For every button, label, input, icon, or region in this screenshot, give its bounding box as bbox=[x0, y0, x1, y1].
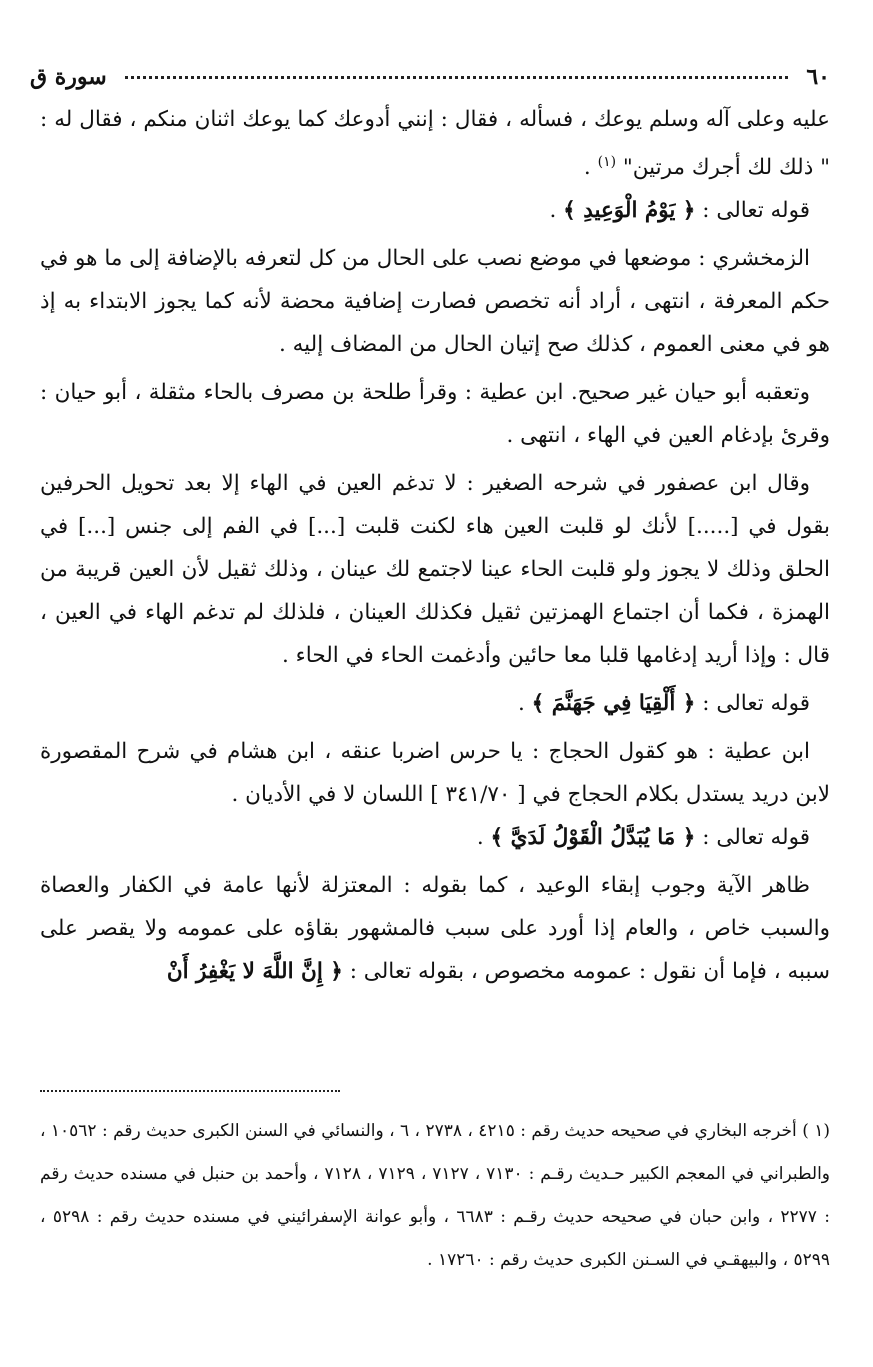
main-text bbox=[40, 98, 830, 993]
paragraph-1 bbox=[40, 98, 830, 189]
verse-end: . bbox=[476, 825, 491, 851]
paragraph-ibn-atiyya: ابن عطية : هو كقول الحجاج : يا حرس اضربا عنقه ، ابن هشام في شرح المقصورة لابن دريد يستدل بكلام الحجاج في [ ٣٤١/٧٠ ] اللسان لا في الأديان . bbox=[40, 739, 830, 808]
verse-end: . bbox=[517, 691, 532, 717]
paragraph-wa-id-text: ظاهر الآية وجوب إبقاء الوعيد ، كما بقوله : المعتزلة لأنها عامة في الكفار والعصاة والسبب خاص ، والعام إذا أورد على سبب فالمشهور بقاؤه على عمومه ولا يقصر على سببه ، فإما أن نقول : عمومه مخصوص ، بقوله تعالى : bbox=[40, 873, 830, 985]
footnotes bbox=[40, 1110, 830, 1282]
footnote-1: (١ ) أخرجه البخاري في صحيحه حديث رقم : ٤٢١٥ ، ٢٧٣٨ ، ٦ ، والنسائي في السنن الكبرى حديث رقم : ١٠٥٦٢ ، والطبراني في المعجم الكبير حـديث رقـم : ٧١٣٠ ، ٧١٢٧ ، ٧١٢٩ ، ٧١٢٨ ، وأحمد بن حنبل في مسنده حديث رقم : ٢٢٧٧ ، وابن حبان في صحيحه حديث رقـم : ٦٦٨٣ ، وأبو عوانة الإسفرائيني في مسنده حديث رقم : ٥٢٩٨ ، ٥٢٩٩ ، والبيهقـي في السـنن الكبرى حديث رقم : ١٧٢٦٠ . bbox=[40, 1121, 831, 1270]
verse-lead: قوله تعالى : bbox=[695, 825, 810, 851]
paragraph-zamakhshari: الزمخشري : موضعها في موضع نصب على الحال من كل لتعرفه بالإضافة إلى ما هو في حكم المعرفة ، انتهى ، أراد أنه تخصص فصارت إضافية محضة لأنه كما يجوز الابتداء به إذ هو في معنى العموم ، كذلك صح إتيان الحال من المضاف إليه . bbox=[40, 246, 830, 358]
paragraph-1-end: . bbox=[583, 155, 598, 181]
paragraph-ibn-usfur: وقال ابن عصفور في شرحه الصغير : لا تدغم العين في الهاء إلا بعد تحويل الحرفين بقول في [.....] لأنك لو قلبت العين هاء لكنت قلبت [...] في الفم إلى جنس [...] في الحلق وذلك لا يجوز ولو قلبت الحاء عينا لاجتمع لك عينان ، وذلك ثقيل لأن العين قريبة من الهمزة ، فكما أن اجتماع الهمزتين ثقيل فكذلك العينان ، فلذلك لم تدغم الهاء في العين ، قال : وإذا أريد إدغامها قلبا معا حائين وأدغمت الحاء في الحاء . bbox=[40, 471, 830, 669]
paragraph-1-text: عليه وعلى آله وسلم يوعك ، فسأله ، فقال : إنني أدوعك كما يوعك اثنان منكم ، فقال له : " ذلك لك أجرك مرتين" bbox=[40, 107, 830, 181]
page-number: ٦٠ bbox=[806, 64, 830, 90]
quran-verse: ﴿ أَلْقِيَا فِي جَهَنَّمَ ﴾ bbox=[531, 691, 696, 717]
paragraph-wa-id bbox=[40, 864, 830, 993]
surah-title: سورة ق bbox=[30, 64, 107, 90]
page-header bbox=[30, 62, 830, 92]
verse-lead: قوله تعالى : bbox=[695, 198, 810, 224]
verse-heading-1 bbox=[40, 189, 830, 232]
quran-verse: ﴿ إِنَّ اللَّهَ لا يَغْفِرُ أَنْ bbox=[166, 959, 343, 985]
verse-heading-3 bbox=[40, 816, 830, 859]
header-dotted-rule bbox=[125, 76, 789, 79]
footnote-separator bbox=[40, 1090, 340, 1092]
verse-heading-2 bbox=[40, 682, 830, 725]
verse-end: . bbox=[549, 198, 564, 224]
footnote-reference: (١) bbox=[597, 154, 617, 170]
paragraph-abu-hayyan: وتعقبه أبو حيان غير صحيح. ابن عطية : وقرأ طلحة بن مصرف بالحاء مثقلة ، أبو حيان : وقرئ بإدغام العين في الهاء ، انتهى . bbox=[40, 380, 830, 449]
verse-lead: قوله تعالى : bbox=[695, 691, 810, 717]
quran-verse: ﴿ يَوْمُ الْوَعِيدِ ﴾ bbox=[563, 198, 696, 224]
quran-verse: ﴿ مَا يُبَدَّلُ الْقَوْلُ لَدَيَّ ﴾ bbox=[490, 825, 696, 851]
